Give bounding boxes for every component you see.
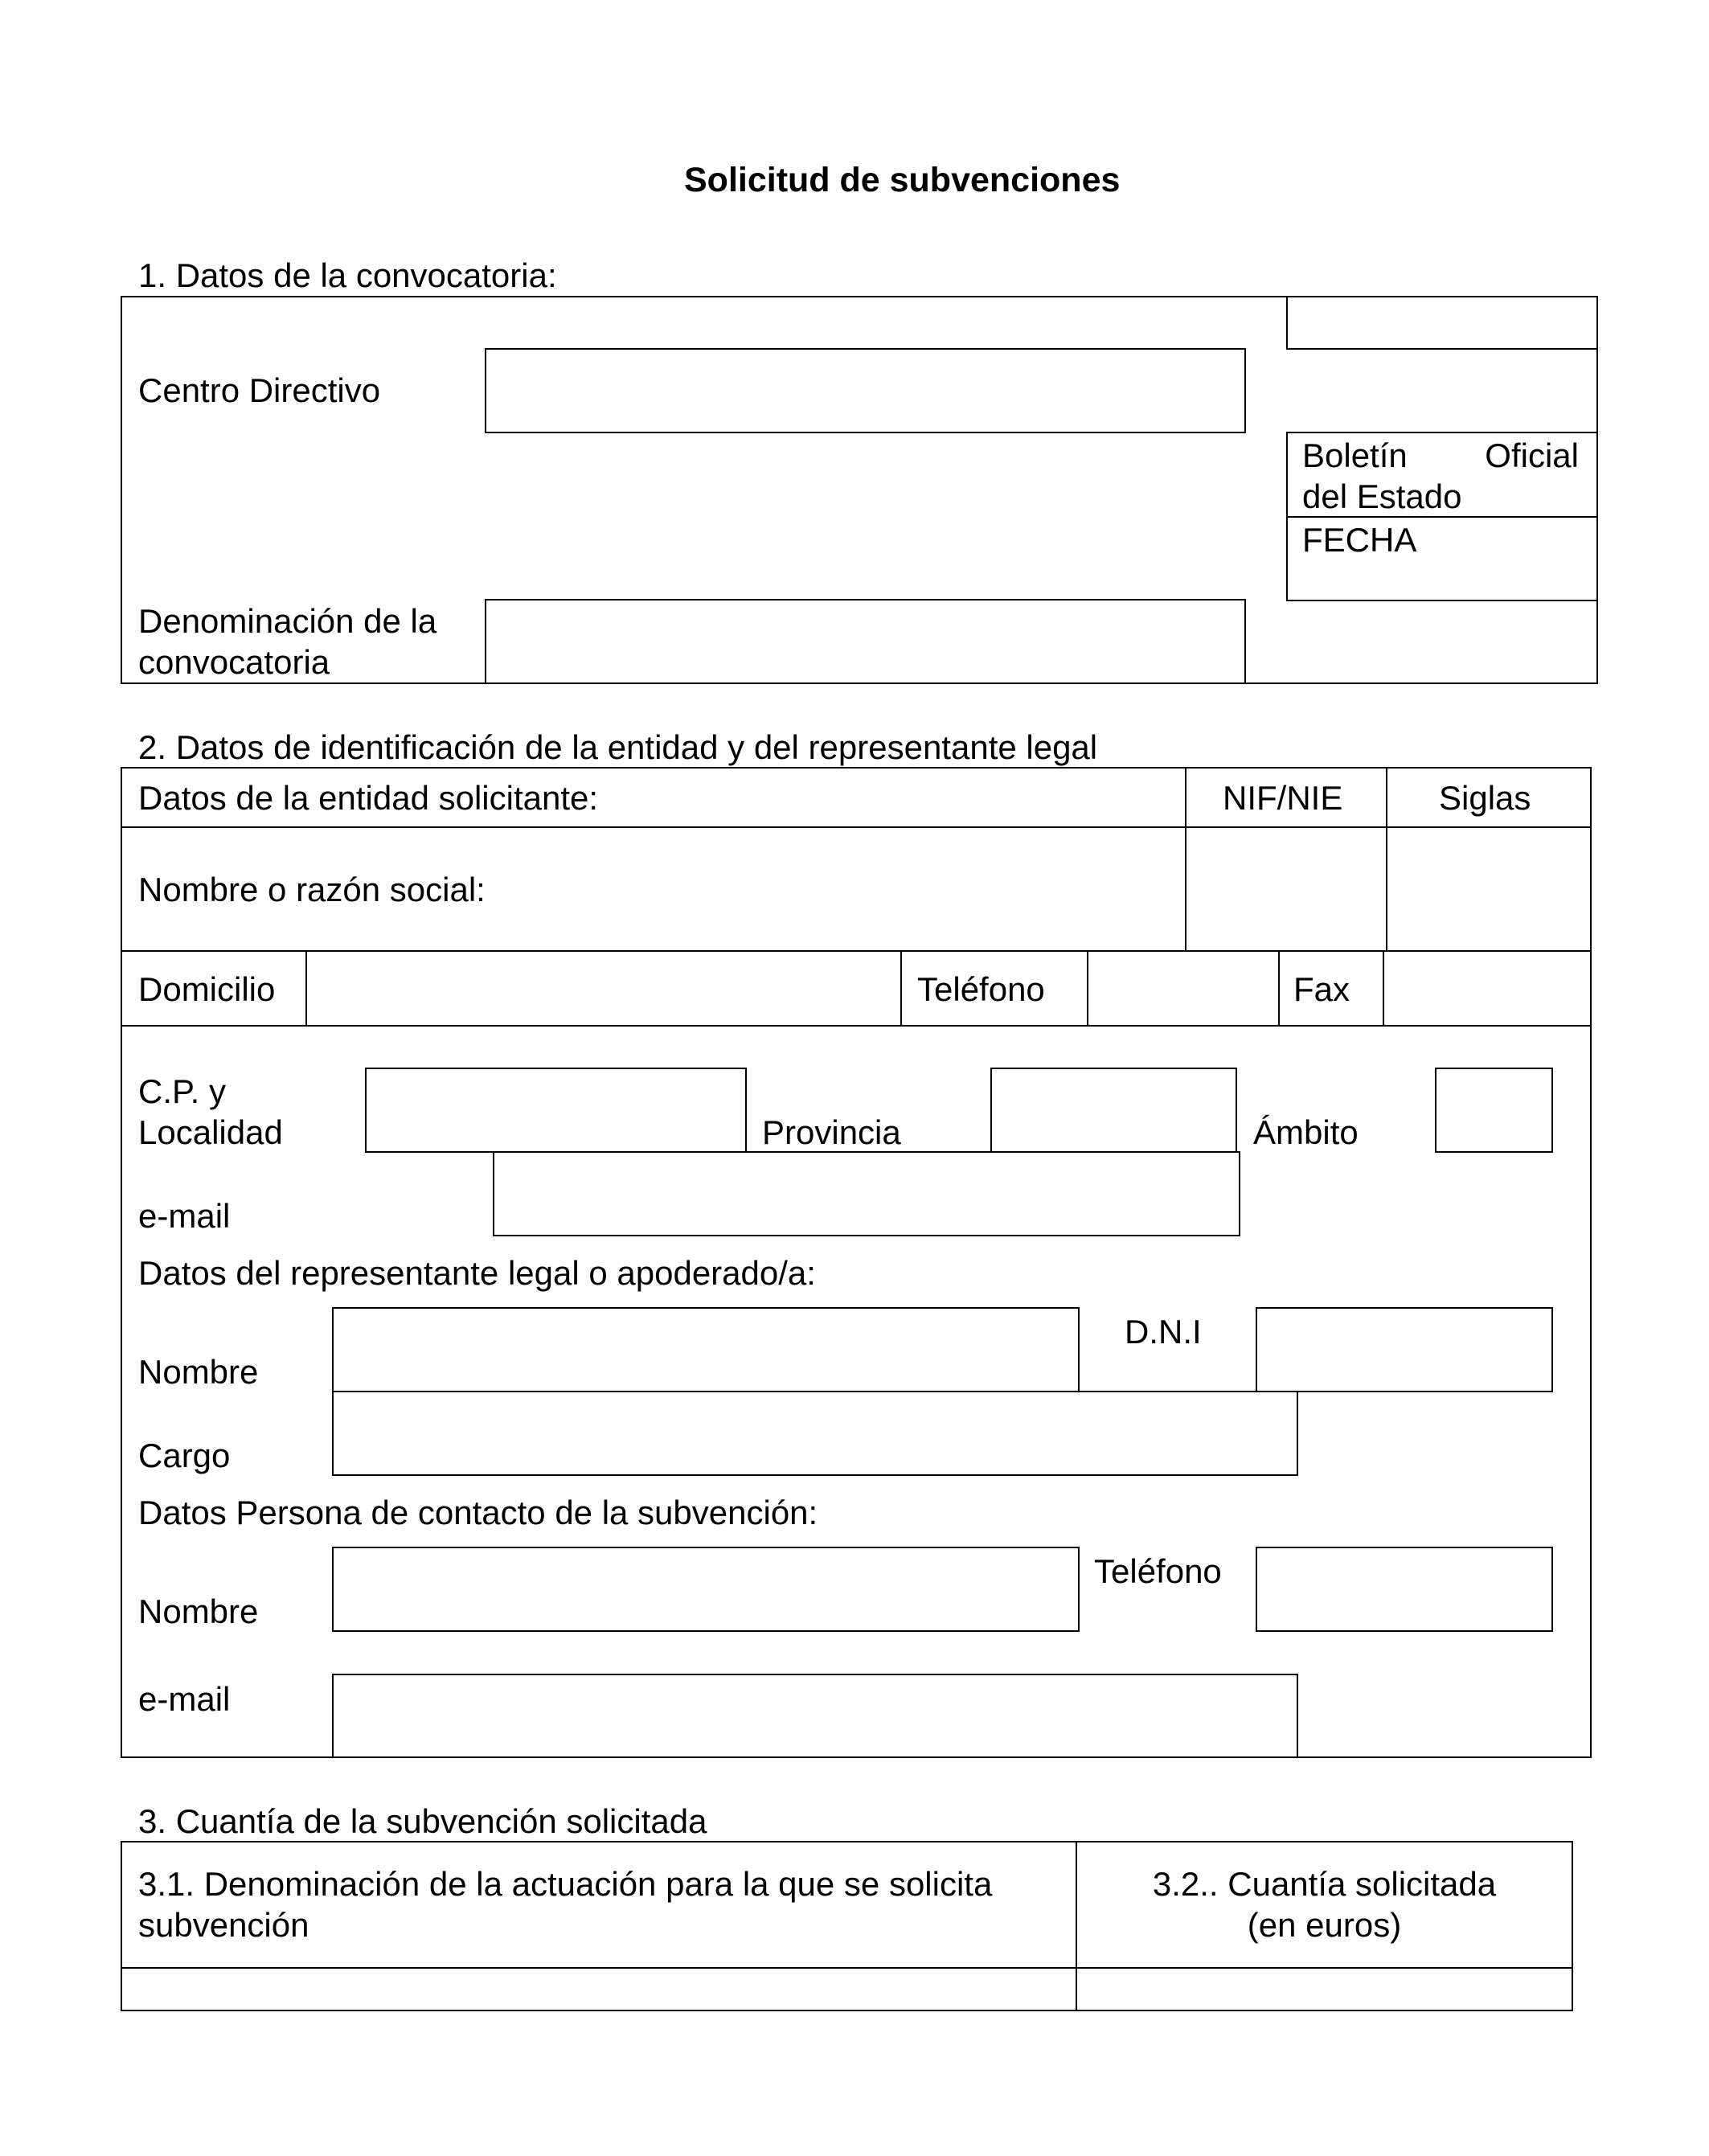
section3-heading: 3. Cuantía de la subvención solicitada	[138, 1802, 707, 1840]
provincia-label: Provincia	[762, 1113, 901, 1151]
boe-label-line2: del Estado	[1302, 478, 1462, 515]
nombre-razon-field[interactable]	[307, 828, 1183, 949]
boe-label-line1	[1302, 435, 1579, 476]
domicilio-label: Domicilio	[138, 970, 276, 1008]
dni-field[interactable]	[1256, 1307, 1553, 1392]
denominacion-field[interactable]	[485, 599, 1246, 684]
cargo-label: Cargo	[138, 1437, 231, 1474]
email-field[interactable]	[493, 1151, 1240, 1236]
contacto-nombre-field[interactable]	[332, 1547, 1080, 1632]
fecha-field[interactable]	[1288, 563, 1596, 600]
centro-directivo-label: Centro Directivo	[138, 371, 381, 409]
dni-label: D.N.I	[1125, 1313, 1202, 1351]
cp-localidad-field[interactable]	[365, 1068, 747, 1153]
cuantia-col1-header-line1: 3.1. Denominación de la actuación para la que se solicita	[138, 1865, 993, 1903]
contacto-telefono-field[interactable]	[1256, 1547, 1553, 1632]
cp-label-line1: C.P. y	[138, 1072, 226, 1110]
siglas-header: Siglas	[1439, 779, 1531, 817]
nombre-razon-label: Nombre o razón social:	[138, 871, 486, 908]
denominacion-label-line1: Denominación de la	[138, 602, 437, 640]
cargo-field[interactable]	[332, 1391, 1298, 1476]
contacto-email-field[interactable]	[332, 1674, 1298, 1758]
siglas-field[interactable]	[1387, 828, 1588, 949]
actuacion-field[interactable]	[122, 1969, 1076, 2010]
telefono-field[interactable]	[1088, 952, 1277, 1023]
contacto-header: Datos Persona de contacto de la subvención:	[138, 1494, 818, 1531]
nif-field[interactable]	[1186, 828, 1384, 949]
rep-nombre-field[interactable]	[332, 1307, 1080, 1392]
denominacion-label-line2: convocatoria	[138, 643, 330, 681]
reference-box[interactable]	[1286, 296, 1598, 350]
nif-header: NIF/NIE	[1223, 779, 1343, 817]
centro-directivo-field[interactable]	[485, 348, 1246, 433]
cuantia-col2-header-line2: (en euros)	[1247, 1906, 1402, 1944]
telefono-label: Teléfono	[917, 970, 1045, 1008]
fecha-label: FECHA	[1302, 521, 1417, 559]
contacto-telefono-label: Teléfono	[1094, 1552, 1222, 1590]
cp-label-line2: Localidad	[138, 1113, 283, 1151]
boe-word-boletin: Boletín	[1302, 437, 1408, 474]
entidad-header: Datos de la entidad solicitante:	[138, 779, 599, 817]
cuantia-col1-header-line2: subvención	[138, 1906, 309, 1944]
domicilio-field[interactable]	[307, 952, 899, 1023]
section1-heading: 1. Datos de la convocatoria:	[138, 256, 557, 294]
boe-word-oficial: Oficial	[1485, 437, 1579, 474]
contacto-nombre-label: Nombre	[138, 1592, 259, 1630]
ambito-field[interactable]	[1435, 1068, 1553, 1153]
email-label: e-mail	[138, 1197, 231, 1235]
contacto-email-label: e-mail	[138, 1680, 231, 1718]
ambito-label: Ámbito	[1253, 1113, 1359, 1151]
cuantia-field[interactable]	[1077, 1969, 1572, 2010]
section2-heading: 2. Datos de identificación de la entidad y del representante legal	[138, 728, 1098, 766]
fax-field[interactable]	[1384, 952, 1588, 1023]
fax-label: Fax	[1293, 970, 1350, 1008]
representante-header: Datos del representante legal o apoderado/a:	[138, 1254, 816, 1292]
rep-nombre-label: Nombre	[138, 1353, 259, 1391]
provincia-field[interactable]	[990, 1068, 1237, 1153]
cuantia-col2-header-line1: 3.2.. Cuantía solicitada	[1152, 1865, 1497, 1903]
form-title: Solicitud de subvenciones	[684, 161, 1121, 199]
